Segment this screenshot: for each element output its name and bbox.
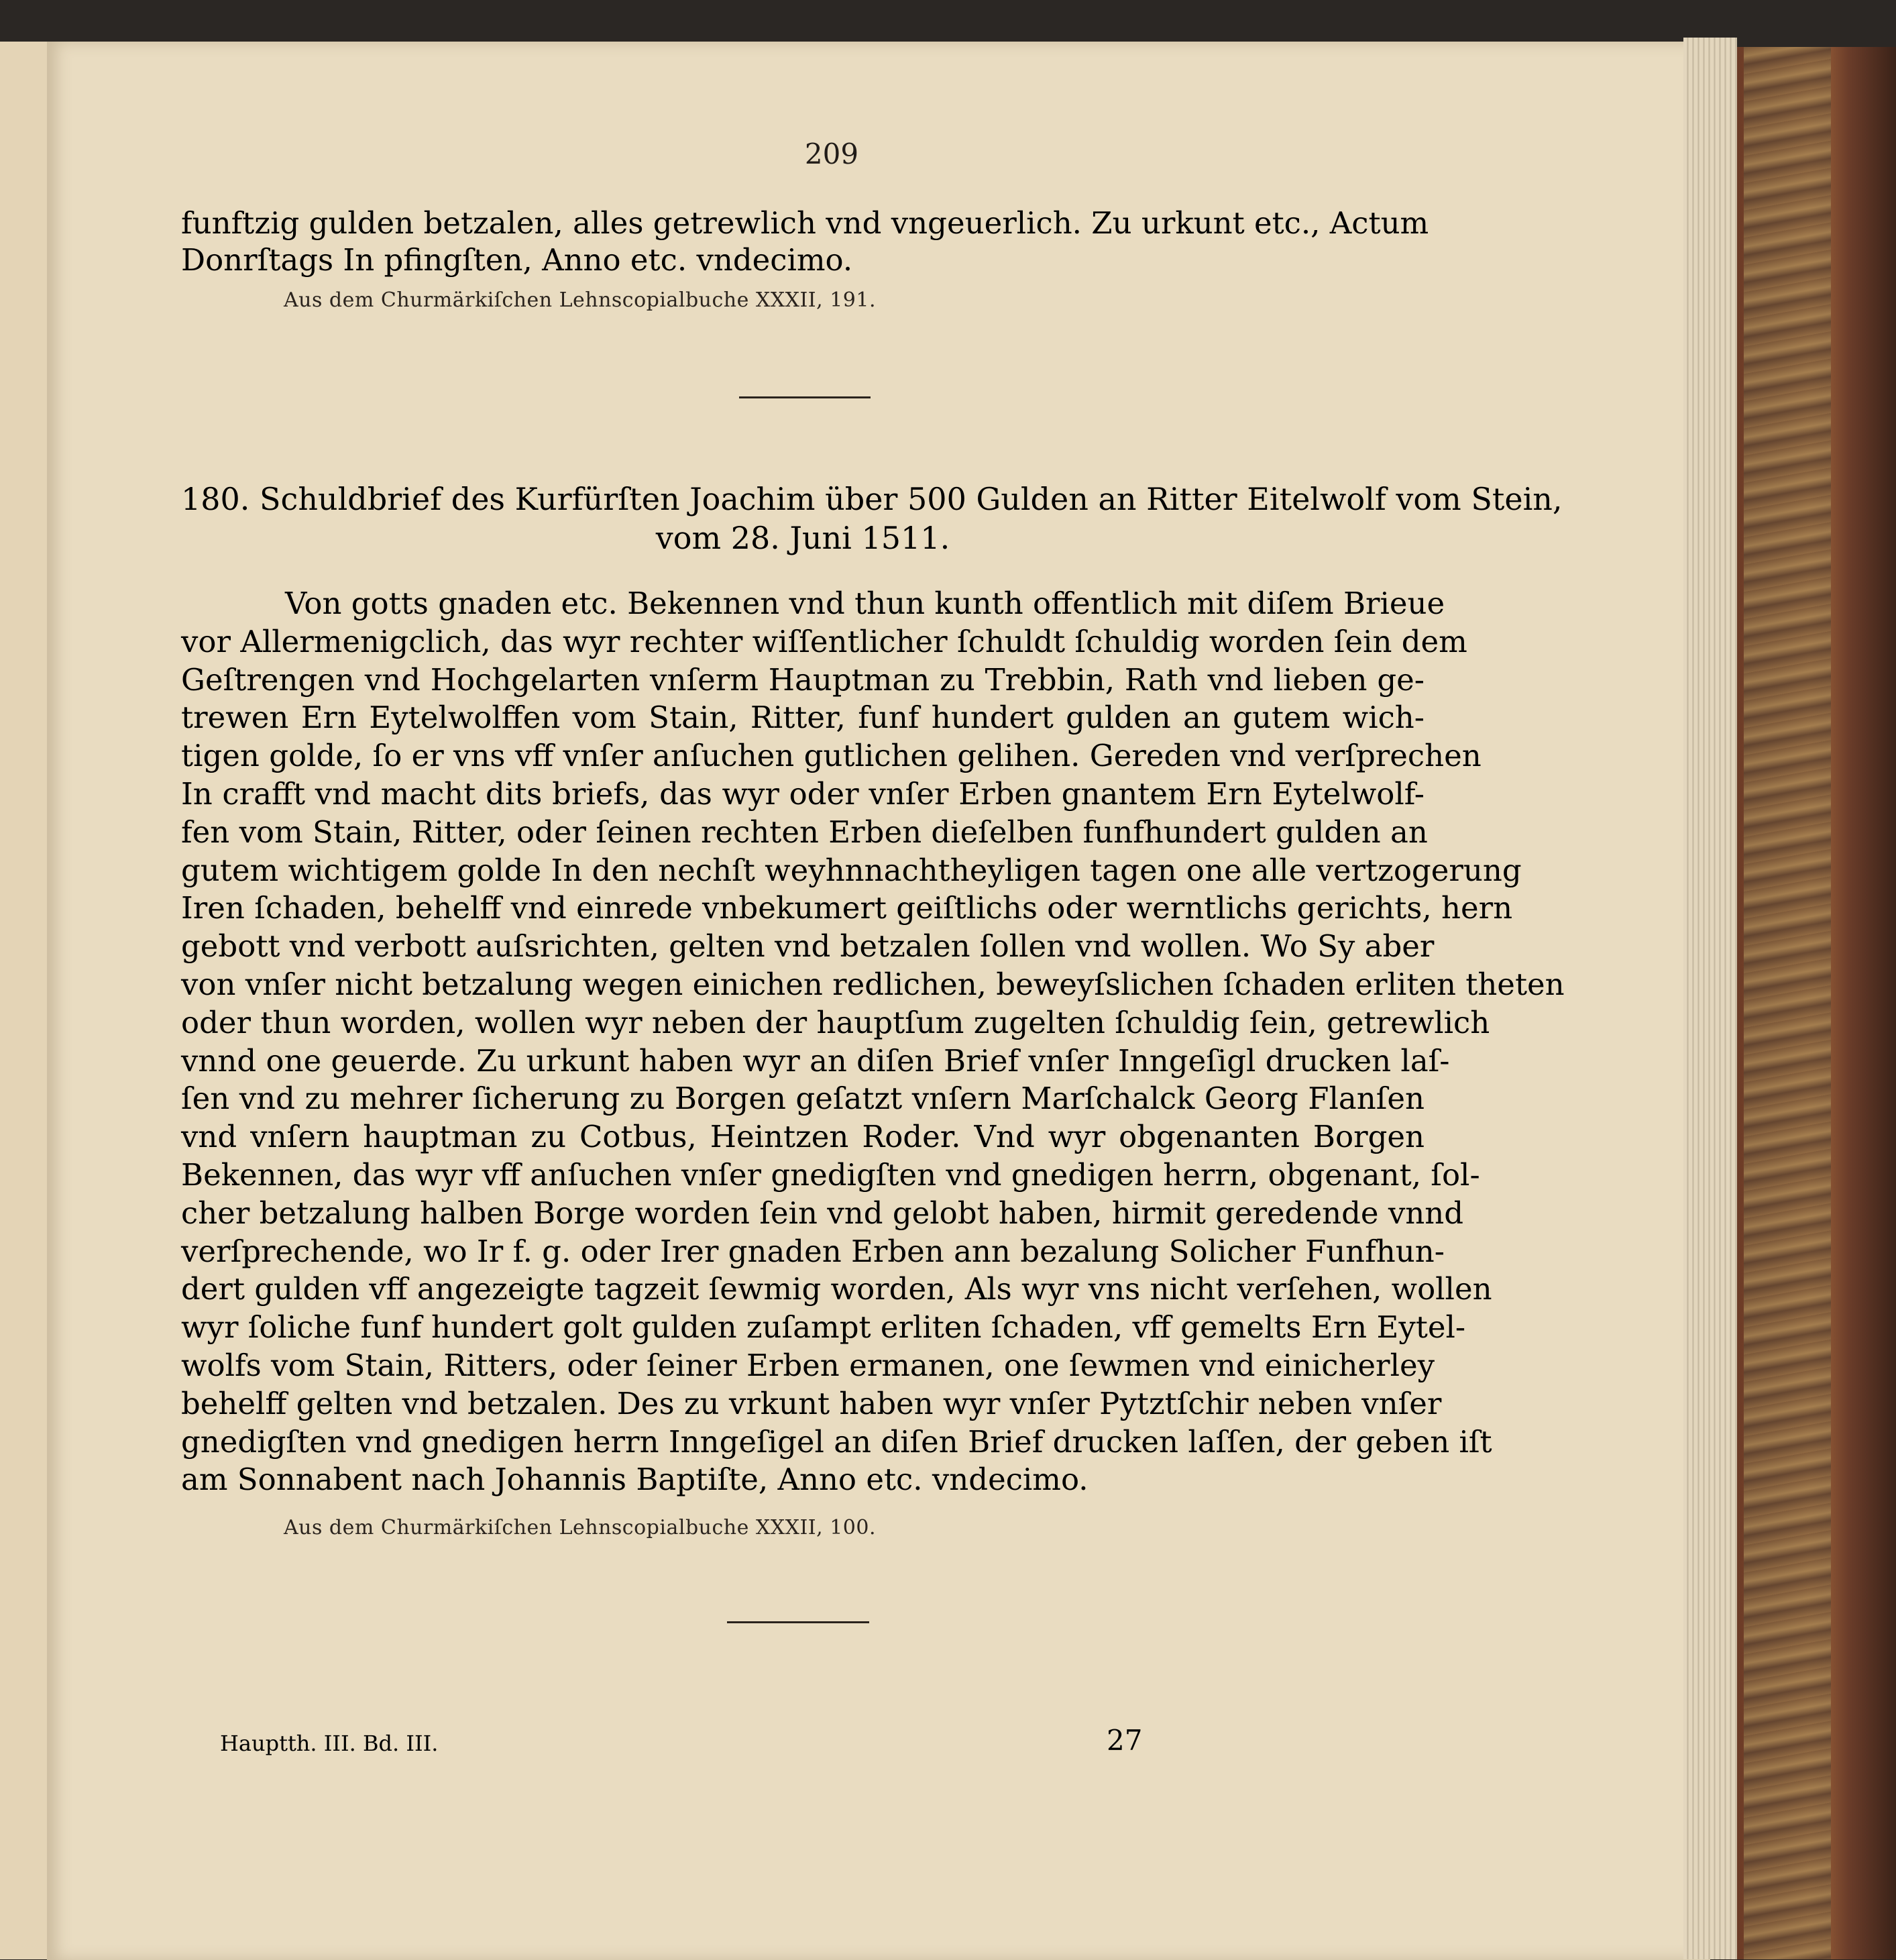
page-number: 209 <box>804 138 859 170</box>
page-stack-edges <box>1683 38 1737 1959</box>
body-line: tigen golde, ſo er vns vff vnſer anſuchen gutlichen gelihen. Gereden vnd verſprechen <box>181 738 1482 774</box>
body-line: Iren ſchaden, behelff vnd einrede vnbekumert geiſtlichs oder werntlichs gerichts, hern <box>181 890 1513 926</box>
top-line-1: funftzig gulden betzalen, alles getrewlich vnd vngeuerlich. Zu urkunt etc., Actum <box>181 205 1429 241</box>
body-line: am Sonnabent nach Johannis Baptiſte, Anno etc. vndecimo. <box>181 1462 1089 1498</box>
document-heading-date: vom 28. Juni 1511. <box>655 520 950 556</box>
document-heading: 180. Schuldbrief des Kurfürſten Joachim über 500 Gulden an Ritter Eitelwolf vom Stein, <box>181 481 1563 517</box>
body-line: cher betzalung halben Borge worden ſein vnd gelobt haben, hirmit geredende vnnd <box>181 1195 1464 1231</box>
body-line: vor Allermenigclich, das wyr rechter wiſſentlicher ſchuldt ſchuldig worden ſein dem <box>181 623 1467 659</box>
body-line: fen vom Stain, Ritter, oder ſeinen rechten Erben dieſelben funfhundert gulden an <box>181 814 1428 850</box>
body-line: behelff gelten vnd betzalen. Des zu vrkunt haben wyr vnſer Pytztſchir neben vnſer <box>181 1385 1442 1421</box>
body-line: von vnſer nicht betzalung wegen einichen redlichen, beweyſslichen ſchaden erliten theten <box>181 967 1565 1002</box>
footer-signature: 27 <box>1107 1724 1143 1757</box>
top-line-2: Donrſtags In pfingſten, Anno etc. vndecimo. <box>181 242 853 278</box>
body-line: Von gotts gnaden etc. Bekennen vnd thun kunth offentlich mit diſem Brieue <box>285 586 1445 621</box>
body-line: vnd vnſern hauptman zu Cotbus, Heintzen Roder. Vnd wyr obgenanten Borgen <box>181 1119 1425 1155</box>
section-divider-2 <box>727 1621 869 1623</box>
marbled-edge <box>1744 47 1831 1959</box>
body-line: gnedigſten vnd gnedigen herrn Inngeſigel an diſen Brief drucken laſſen, der geben iſt <box>181 1423 1492 1460</box>
body-line: gebott vnd verbott auſsrichten, gelten vnd betzalen ſollen vnd wollen. Wo Sy aber <box>181 928 1435 965</box>
body-line: dert gulden vff angezeigte tagzeit ſewmig worden, Als wyr vns nicht verſehen, wollen <box>181 1271 1492 1307</box>
body-line: Bekennen, das wyr vff anſuchen vnſer gnedigſten vnd gnedigen herrn, obgenant, ſol- <box>181 1157 1480 1193</box>
body-line: trewen Ern Eytelwolffen vom Stain, Ritter, funf hundert gulden an gutem wich- <box>181 700 1425 736</box>
body-line: vnnd one geuerde. Zu urkunt haben wyr an diſen Brief vnſer Inngeſigl drucken laſ- <box>181 1042 1450 1079</box>
body-line: Geſtrengen vnd Hochgelarten vnſerm Hauptman zu Trebbin, Rath vnd lieben ge- <box>181 661 1425 698</box>
body-line: gutem wichtigem golde In den nechſt weyhnnachtheyligen tagen one alle vertzogerung <box>181 852 1522 888</box>
body-line: verſprechende, wo Ir f. g. oder Irer gnaden Erben ann bezalung Solicher Funfhun- <box>181 1233 1445 1269</box>
body-line: oder thun worden, wollen wyr neben der hauptſum zugelten ſchuldig ſein, getrewlich <box>181 1004 1490 1040</box>
section-divider-1 <box>739 396 871 398</box>
body-line: In crafft vnd macht dits briefs, das wyr oder vnſer Erben gnantem Ern Eytelwolf- <box>181 776 1425 812</box>
source-note-1: Aus dem Churmärkiſchen Lehnscopialbuche XXXII, 191. <box>284 288 877 312</box>
body-line: ſen vnd zu mehrer ſicherung zu Borgen geſatzt vnſern Marſchalck Georg Flanſen <box>181 1081 1425 1117</box>
source-note-2: Aus dem Churmärkiſchen Lehnscopialbuche XXXII, 100. <box>284 1516 877 1539</box>
left-page-edge <box>0 42 48 1959</box>
body-line: wolfs vom Stain, Ritters, oder ſeiner Erben ermanen, one ſewmen vnd einicherley <box>181 1348 1435 1383</box>
scan-background-top <box>0 0 1896 47</box>
footer-volume: Hauptth. III. Bd. III. <box>220 1731 439 1756</box>
body-line: wyr ſoliche funf hundert golt gulden zuſampt erliten ſchaden, vff gemelts Ern Eytel- <box>181 1309 1466 1346</box>
